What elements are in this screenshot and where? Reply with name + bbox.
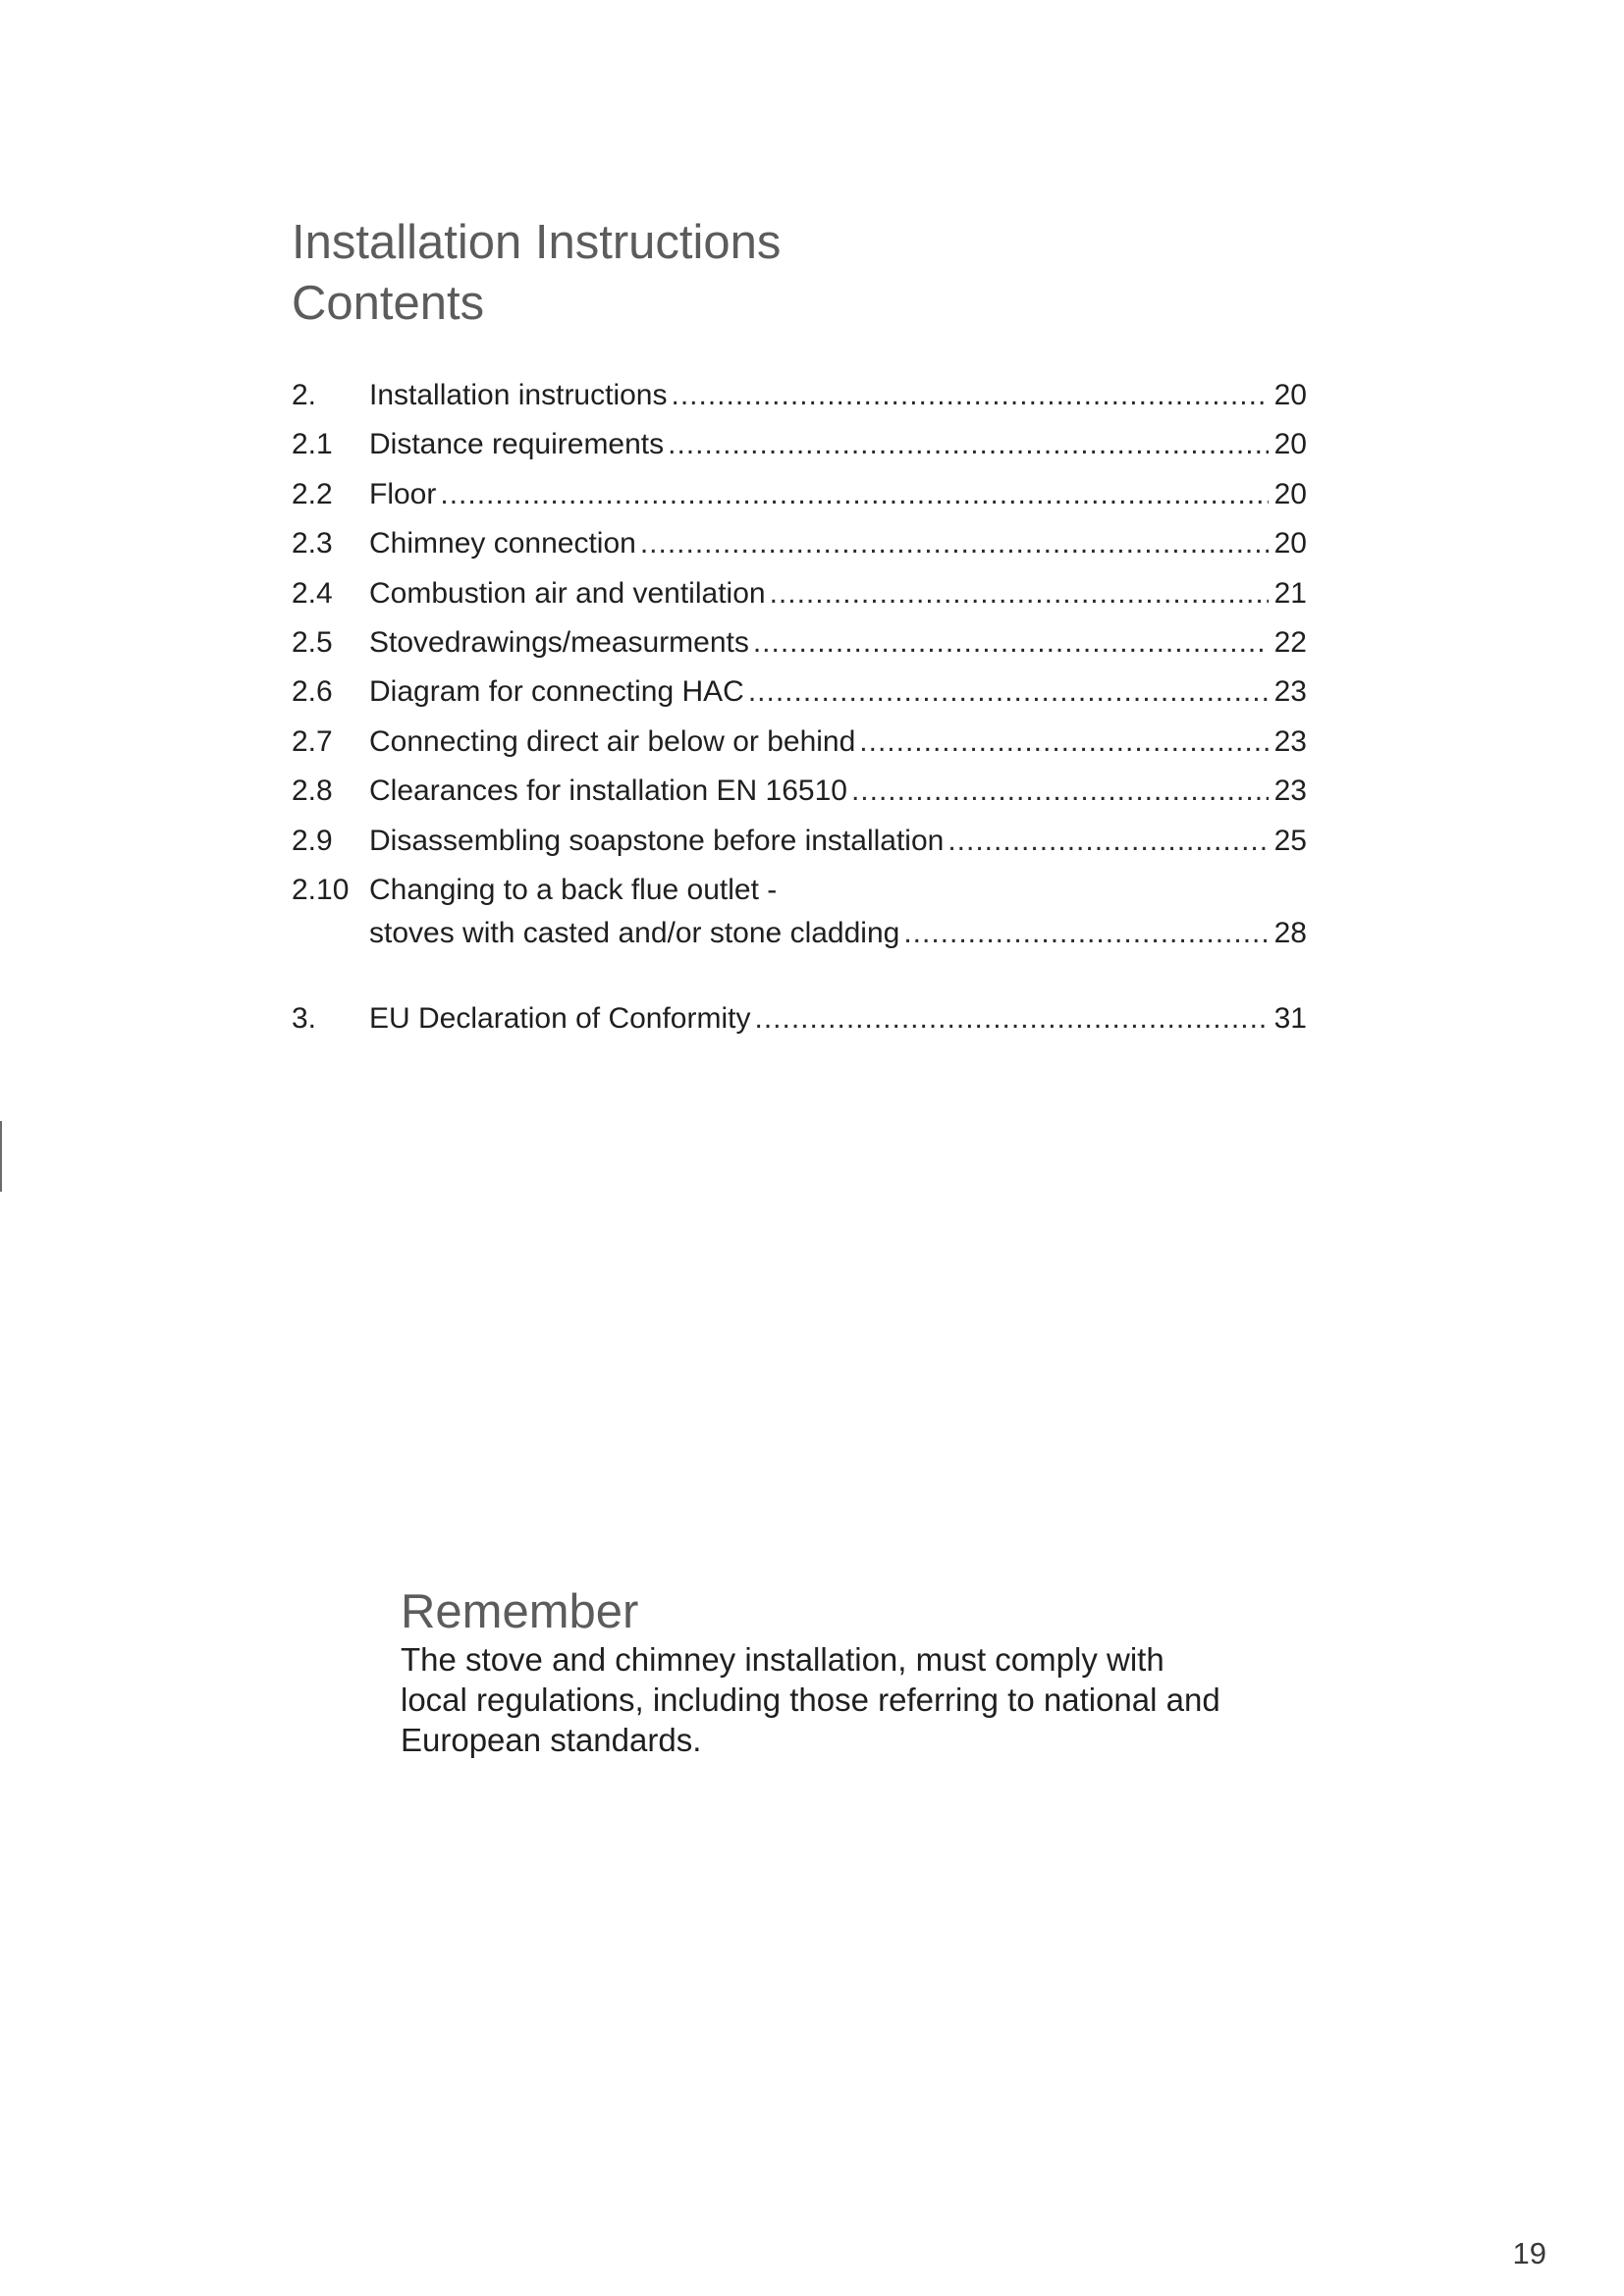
toc-number: 2.10 [292, 873, 350, 906]
toc-leader [668, 420, 1268, 469]
toc-page: 20 [1273, 428, 1307, 461]
toc-entry[interactable] [292, 470, 1307, 519]
toc-label: Combustion air and ventilation [369, 576, 766, 610]
toc-leader [753, 618, 1269, 667]
title-line-2: Contents [292, 277, 485, 330]
toc-number: 2.6 [292, 675, 333, 709]
toc-leader [640, 519, 1269, 568]
page-number: 19 [1512, 2236, 1546, 2270]
toc-number: 2.4 [292, 576, 333, 610]
toc-entry[interactable] [292, 618, 1307, 667]
toc-label: Changing to a back flue outlet - [369, 873, 778, 906]
toc-leader [440, 470, 1268, 519]
toc-label: Clearances for installation EN 16510 [369, 774, 847, 808]
page-title [292, 212, 781, 334]
toc-page: 20 [1273, 527, 1307, 561]
remember-text: The stove and chimney installation, must comply with local regulations, including those referring to national and European standards. [401, 1641, 1220, 1758]
toc-page: 23 [1273, 724, 1307, 758]
toc-leader [748, 667, 1269, 717]
toc-label: Distance requirements [369, 428, 665, 461]
toc-label: EU Declaration of Conformity [369, 1001, 751, 1035]
toc-entry[interactable] [292, 371, 1307, 420]
margin-mark [0, 1121, 2, 1192]
toc-number: 2.5 [292, 625, 333, 659]
toc-entry[interactable] [292, 420, 1307, 469]
toc-entry[interactable] [292, 817, 1307, 866]
toc-page: 28 [1273, 916, 1307, 949]
toc-page: 23 [1273, 774, 1307, 808]
toc-page: 31 [1273, 1001, 1307, 1035]
toc-page: 21 [1273, 576, 1307, 610]
toc-number: 2.9 [292, 824, 333, 857]
table-of-contents [292, 371, 1307, 1043]
title-line-1: Installation Instructions [292, 216, 782, 269]
toc-number: 2.2 [292, 477, 333, 510]
toc-leader [903, 912, 1268, 955]
toc-spacer [292, 955, 1307, 994]
toc-label-continued: stoves with casted and/or stone cladding [369, 916, 900, 949]
toc-label: Connecting direct air below or behind [369, 724, 856, 758]
toc-label: Floor [369, 477, 437, 510]
toc-page: 20 [1273, 477, 1307, 510]
toc-number: 2.3 [292, 527, 333, 561]
toc-number: 2.8 [292, 774, 333, 808]
toc-leader [754, 994, 1268, 1043]
toc-leader [947, 817, 1268, 866]
toc-page: 20 [1273, 379, 1307, 411]
toc-leader [770, 569, 1269, 618]
toc-leader [851, 767, 1269, 816]
toc-entry[interactable] [292, 767, 1307, 816]
toc-label: Disassembling soapstone before installation [369, 824, 945, 857]
toc-number: 2.1 [292, 428, 333, 461]
toc-entry[interactable] [292, 667, 1307, 717]
toc-page: 25 [1273, 824, 1307, 857]
toc-page: 23 [1273, 675, 1307, 709]
toc-entry[interactable] [292, 994, 1307, 1043]
toc-entry[interactable] [292, 519, 1307, 568]
toc-number: 2. [292, 379, 317, 411]
toc-leader [859, 718, 1268, 767]
remember-title: Remember [401, 1585, 639, 1638]
toc-number: 3. [292, 1001, 317, 1035]
toc-leader [672, 371, 1269, 420]
toc-label: Stovedrawings/measurments [369, 625, 749, 659]
toc-label: Diagram for connecting HAC [369, 675, 744, 709]
remember-note [401, 1584, 1284, 1760]
toc-label: Installation instructions [369, 379, 668, 411]
toc-label: Chimney connection [369, 527, 636, 561]
toc-entry[interactable] [292, 718, 1307, 767]
toc-number: 2.7 [292, 724, 333, 758]
toc-entry[interactable] [292, 866, 1307, 955]
toc-entry[interactable] [292, 569, 1307, 618]
toc-page: 22 [1273, 625, 1307, 659]
